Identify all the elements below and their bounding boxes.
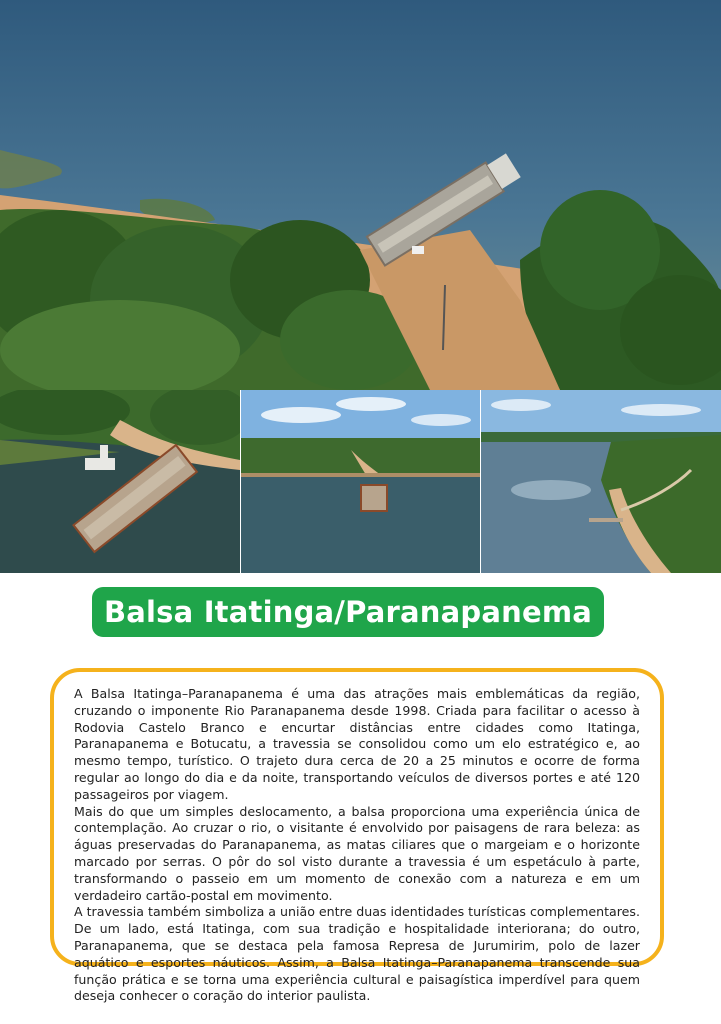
page-title: Balsa Itatinga/Paranapanema xyxy=(103,595,593,629)
ferry-crossing-river-icon xyxy=(241,390,480,573)
thumbnail-ferry-dock xyxy=(0,390,240,573)
paragraph-3: A travessia também simboliza a união entre duas identidades turísticas complementares. De um lado, está Itatinga, com sua tradição e hospitalidade interiorana; do outro, Paranapanema, que se destaca pela famosa Represa de Jurumirim, polo de lazer aquático e esportes náuticos. Assim, a Balsa Itatinga–Paranapanema transcende sua função prática e se torna uma experiência cultural e paisagística imperdível para quem deseja conhecer o coração do interior paulista. xyxy=(74,904,640,1004)
thumbnail-ferry-crossing xyxy=(241,390,480,573)
title-banner xyxy=(92,587,604,637)
description-box xyxy=(50,668,664,1004)
hero-aerial-photo xyxy=(0,0,721,390)
ferry-dock-closeup-icon xyxy=(0,390,240,573)
paragraph-2: Mais do que um simples deslocamento, a balsa proporciona uma experiência única de contemplação. Ao cruzar o rio, o visitante é envolvido por paisagens de rara beleza: as águas preservadas do Paranapanema, as matas ciliares que o margeiam e o horizonte marcado por serras. O pôr do sol visto durante a travessia é um espetáculo à parte, transformando o passeio em um momento de conexão com a natureza e em um verdadeiro cartão-postal em movimento. xyxy=(74,803,640,903)
paragraph-1: A Balsa Itatinga–Paranapanema é uma das atrações mais emblemáticas da região, cruzando o imponente Rio Paranapanema desde 1998. Criada para facilitar o acesso à Rodovia Castelo Branco e encurtar distâncias entre cidades como Itatinga, Paranapanema e Botucatu, a travessia se consolidou como um elo estratégico e, ao mesmo tempo, turístico. O trajeto dura cerca de 20 a 25 minutos e ocorre de forma regular ao longo do dia e da noite, transportando veículos de diversos portes e até 120 passageiros por viagem. xyxy=(74,686,640,802)
thumbnail-river-landscape xyxy=(481,390,721,573)
aerial-ferry-river-icon xyxy=(0,0,721,390)
river-landscape-icon xyxy=(481,390,721,573)
